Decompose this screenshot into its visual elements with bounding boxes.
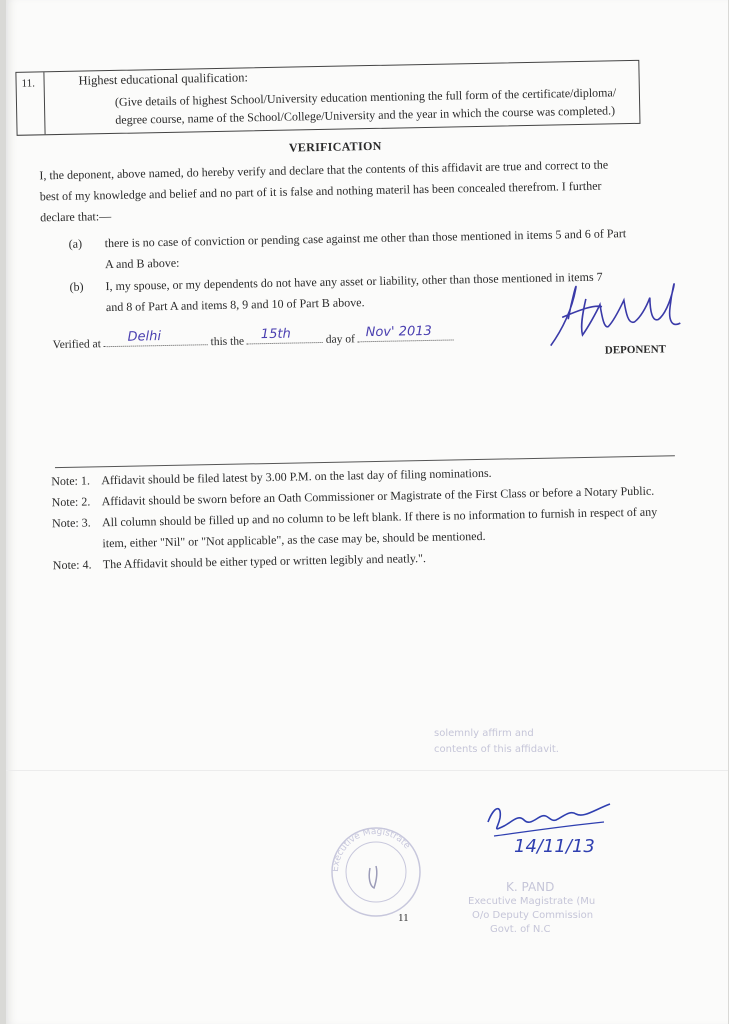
svg-text:Executive Magistrate: Executive Magistrate bbox=[330, 826, 412, 873]
note-label: Note: 1. bbox=[51, 473, 91, 489]
place-field bbox=[104, 329, 208, 347]
intro-line-3: declare that:— bbox=[40, 209, 112, 225]
intro-line-2: best of my knowledge and belief and no part of it is false and nothing materil has been concealed therefrom. I further bbox=[39, 178, 602, 204]
place-handwritten: Delhi bbox=[127, 329, 162, 345]
note-3-cont-text: item, either "Nil" or "Not applicable", as the case may be, should be mentioned. bbox=[102, 528, 486, 551]
clause-a-label: (a) bbox=[68, 236, 83, 251]
month-year-handwritten: Nov' 2013 bbox=[365, 323, 432, 341]
note-text: Affidavit should be filed latest by 3.00 P.M. on the last day of filing nominations. bbox=[101, 465, 492, 488]
date-field bbox=[247, 326, 323, 344]
magistrate-office: O/o Deputy Commission bbox=[472, 910, 594, 921]
magistrate-govt: Govt. of N.C bbox=[490, 924, 551, 935]
faded-text-2: contents of this affidavit. bbox=[434, 744, 559, 755]
item-detail-line-1: (Give details of highest School/University education mentioning the full form of the certificate/diploma/ bbox=[114, 85, 617, 109]
magistrate-name: K. PAND bbox=[506, 880, 555, 894]
date-day-handwritten: 15th bbox=[260, 326, 291, 343]
magistrate-date: 14/11/13 bbox=[514, 836, 595, 857]
affidavit-page bbox=[6, 0, 728, 1024]
item-title: Highest educational qualification: bbox=[78, 70, 249, 88]
this-the-label: this the bbox=[210, 335, 245, 349]
deponent-label: DEPONENT bbox=[604, 343, 667, 357]
intro-line-1: I, the deponent, above named, do hereby verify and declare that the contents of this affidavit are true and correct to the bbox=[39, 157, 609, 183]
item-11-box bbox=[15, 60, 640, 136]
magistrate-title: Executive Magistrate (Mu bbox=[468, 896, 596, 907]
note-label: Note: 4. bbox=[52, 557, 92, 573]
item-detail-line-2: degree course, name of the School/College/University and the year in which the course was completed.) bbox=[115, 103, 616, 127]
notes-section bbox=[51, 459, 693, 576]
day-of-label: day of bbox=[325, 333, 356, 346]
clause-b-line-2: and 8 of Part A and items 8, 9 and 10 of Part B above. bbox=[105, 295, 365, 315]
note-text: All column should be filled up and no column to be left blank. If there is no information to furnish in respect of any bbox=[101, 504, 658, 530]
verified-at-label: Verified at bbox=[52, 338, 101, 352]
note-text: Affidavit should be sworn before an Oath Commissioner or Magistrate of the First Class or before a Notary Public. bbox=[101, 483, 655, 509]
item-number: 11. bbox=[16, 72, 45, 135]
item-detail bbox=[115, 83, 636, 129]
clause-a-line-1: there is no case of conviction or pending case against me other than those mentioned in items 5 and 6 of Part bbox=[104, 226, 627, 251]
clause-b-line-1: I, my spouse, or my dependents do not have any asset or liability, other than those mentioned in items 7 bbox=[105, 269, 603, 294]
deponent-signature bbox=[541, 267, 693, 350]
page-fold-line bbox=[6, 770, 728, 771]
verification-heading: VERIFICATION bbox=[288, 138, 382, 155]
page-number: 11 bbox=[398, 912, 409, 924]
clause-b-label: (b) bbox=[69, 279, 84, 294]
verification-intro bbox=[39, 154, 652, 229]
verified-line bbox=[52, 323, 453, 352]
note-label: Note: 3. bbox=[51, 515, 91, 531]
magistrate-seal bbox=[324, 822, 434, 922]
clause-a-line-2: A and B above: bbox=[104, 255, 180, 272]
note-text: The Affidavit should be either typed or written legibly and neatly.". bbox=[102, 551, 427, 572]
faded-text-1: solemnly affirm and bbox=[434, 728, 534, 739]
month-field bbox=[358, 323, 454, 342]
note-label: Note: 2. bbox=[51, 494, 91, 510]
